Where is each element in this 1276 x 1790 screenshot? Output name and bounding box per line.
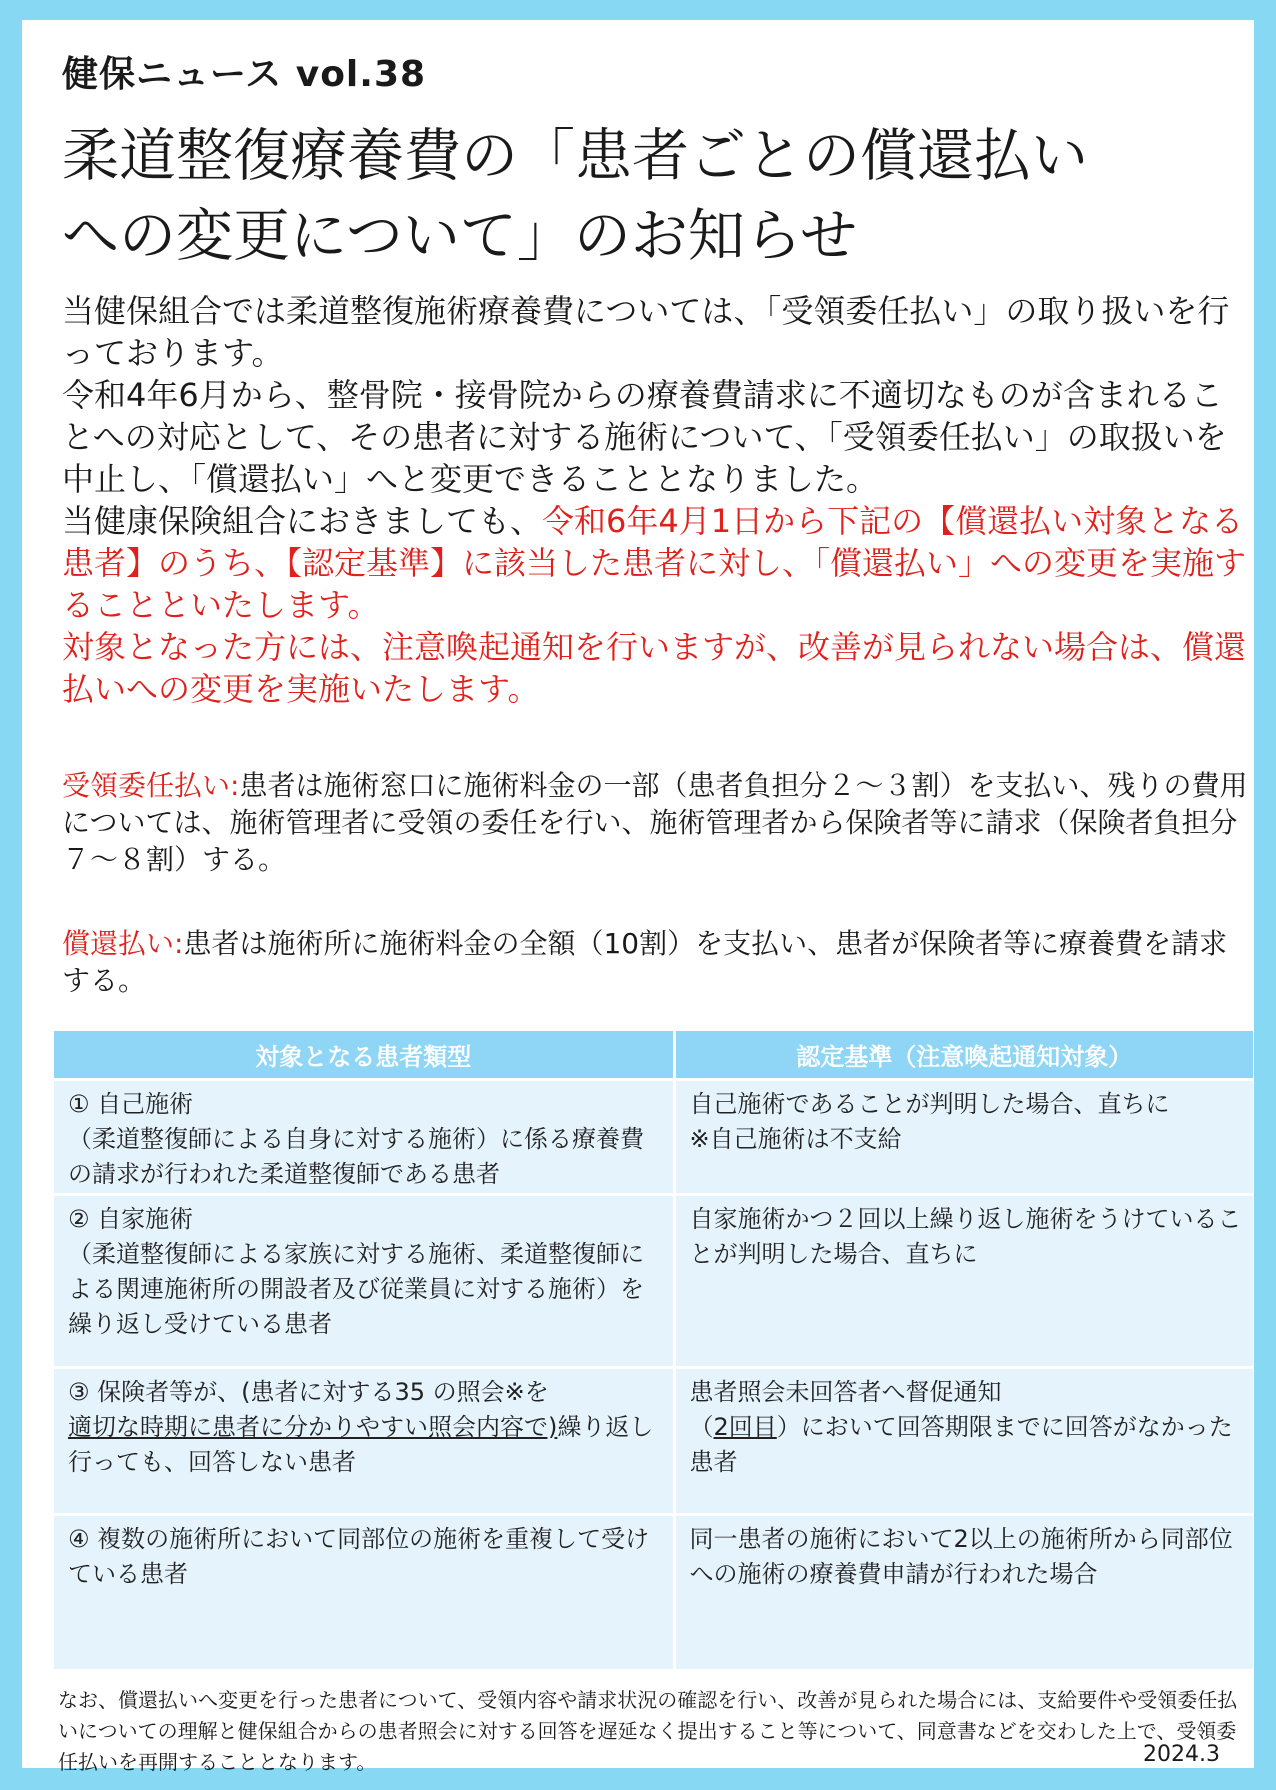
- table-cell-patient-type: [54, 1195, 674, 1368]
- cell-text: （柔道整復師による家族に対する施術、柔道整復師による関連施術所の開設者及び従業員に対する施術）を繰り返し受けている患者: [68, 1240, 644, 1338]
- table-cell-patient-type: [54, 1515, 674, 1670]
- column-header-patient-type: 対象となる患者類型: [54, 1031, 674, 1080]
- definition-juryo-inin: [62, 767, 1252, 878]
- cell-text: [68, 1410, 663, 1480]
- definition-text: 患者は施術窓口に施術料金の一部（患者負担分２～３割）を支払い、残りの費用については、施術管理者に受領の委任を行い、施術管理者から保険者等に請求（保険者負担分７～８割）する。: [62, 769, 1248, 876]
- issue-label: 健保ニュース vol.38: [62, 54, 427, 95]
- table-header-row: [54, 1031, 1253, 1080]
- intro-paragraph-3-emphasis: 令和6年4月1日から下記の【償還払い対象となる患者】のうち、【認定基準】に該当した患者に対し、「償還払い」への変更を実施することといたします。: [62, 502, 1247, 624]
- cell-text: [690, 1410, 1244, 1480]
- cell-text-tail: ）において回答期限までに回答がなかった患者: [689, 1413, 1233, 1476]
- cell-heading: ② 自家施術: [68, 1205, 194, 1233]
- cell-text: 自家施術かつ２回以上繰り返し施術をうけていることが判明した場合、直ちに: [689, 1205, 1242, 1268]
- table-cell-criteria: [674, 1368, 1253, 1515]
- table-row: [54, 1080, 1253, 1195]
- intro-paragraph-3: [62, 500, 1252, 626]
- table-row: [54, 1195, 1253, 1368]
- table-cell-criteria: [674, 1515, 1253, 1670]
- cell-text: 自己施術であることが判明した場合、直ちに: [689, 1090, 1170, 1118]
- definition-text: 患者は施術所に施術料金の全額（10割）を支払い、患者が保険者等に療養費を請求する。: [62, 927, 1228, 997]
- table-cell-criteria: [674, 1195, 1253, 1368]
- footer-note: なお、償還払いへ変更を行った患者について、受領内容や請求状況の確認を行い、改善が見られた場合には、支給要件や受領委任払いについての理解と健保組合からの患者照会に対する回答を遅延なく提出すること等について、同意書などを交わした上で、受領委任払いを再開することとなります。: [58, 1688, 1238, 1774]
- table-row: [54, 1515, 1253, 1670]
- table-cell-criteria: [674, 1080, 1253, 1195]
- underlined-text: 適切な時期に患者に分かりやすい照会内容で): [68, 1413, 558, 1441]
- table-cell-patient-type: [54, 1368, 674, 1515]
- table-row: [54, 1368, 1253, 1515]
- intro-paragraph-4: 対象となった方には、注意喚起通知を行いますが、改善が見られない場合は、償還払いへの変更を実施いたします。: [62, 628, 1247, 708]
- intro-paragraph-2: 令和4年6月から、整骨院・接骨院からの療養費請求に不適切なものが含まれることへの対応として、その患者に対する施術について、「受領委任払い」の取扱いを中止し、「償還払い」へと変更できることとなりました。: [62, 376, 1227, 498]
- newsletter-page: [22, 20, 1254, 1774]
- cell-text: ③ 保険者等が、(患者に対する35 の照会※を: [68, 1378, 549, 1406]
- definition-term: 受領委任払い:: [62, 769, 240, 802]
- table-cell-patient-type: [54, 1080, 674, 1195]
- publish-date: 2024.3: [1143, 1742, 1220, 1767]
- intro-paragraph-3-lead: 当健康保険組合におきましても、: [62, 502, 543, 540]
- cell-text-tail: 繰り返し行っても、回答しない患者: [68, 1413, 654, 1476]
- cell-note: ※自己施術は不支給: [689, 1125, 902, 1153]
- cell-text: 同一患者の施術において2以上の施術所から同部位への施術の療養費申請が行われた場合: [689, 1525, 1233, 1588]
- page-title: [62, 116, 1242, 276]
- definition-shokan: [62, 925, 1252, 999]
- cell-text: 患者照会未回答者へ督促通知: [689, 1378, 1002, 1406]
- title-line-2: への変更について」のお知らせ: [62, 203, 858, 269]
- paren-open: （: [689, 1413, 714, 1441]
- title-line-1: 柔道整復療養費の「患者ごとの償還払い: [62, 123, 1088, 189]
- intro-text: [62, 290, 1252, 710]
- definition-term: 償還払い:: [62, 927, 184, 960]
- cell-text: （柔道整復師による自身に対する施術）に係る療養費の請求が行われた柔道整復師である患者: [68, 1125, 644, 1188]
- intro-paragraph-1: 当健保組合では柔道整復施術療養費については、「受領委任払い」の取り扱いを行っております。: [62, 292, 1230, 372]
- cell-heading: ① 自己施術: [68, 1090, 194, 1118]
- underlined-text: 2回目: [713, 1413, 777, 1441]
- column-header-criteria: 認定基準（注意喚起通知対象）: [674, 1031, 1253, 1080]
- criteria-table: [54, 1031, 1253, 1669]
- cell-text: ④ 複数の施術所において同部位の施術を重複して受けている患者: [68, 1525, 650, 1588]
